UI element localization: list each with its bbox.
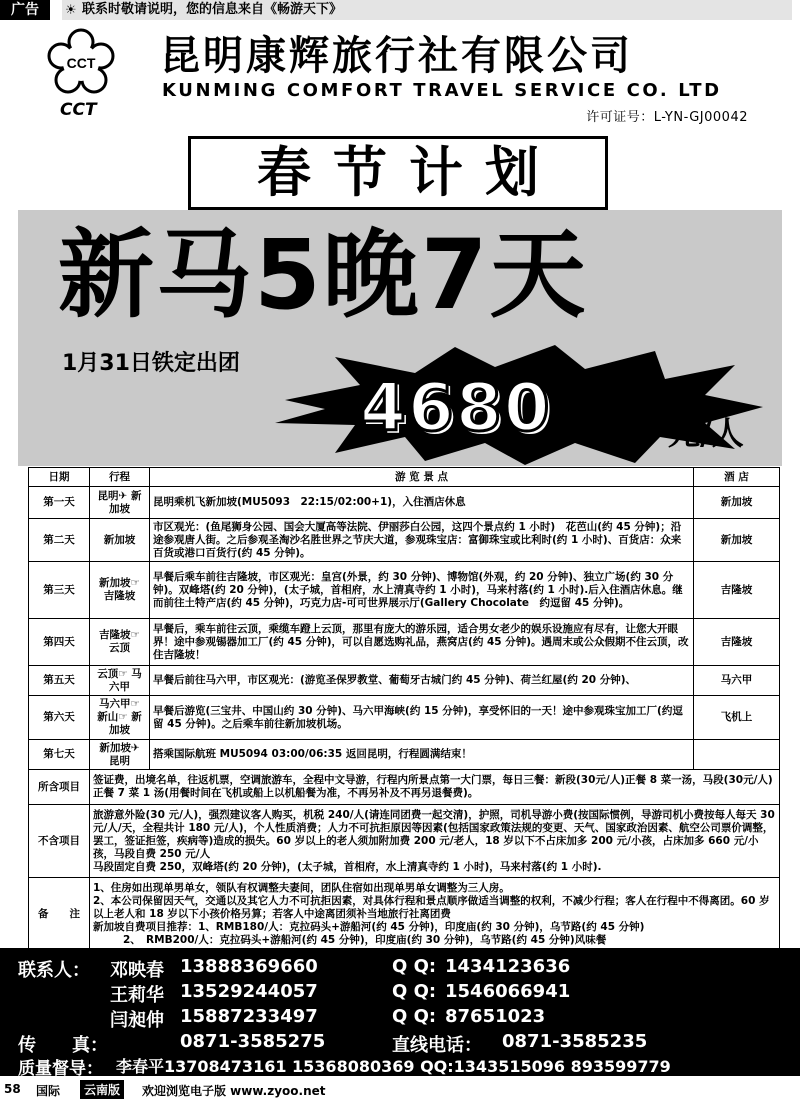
company-name-en: KUNMING COMFORT TRAVEL SERVICE CO. LTD [162, 80, 722, 101]
contact-name: 王莉华 [110, 985, 164, 1006]
departure-date: 1月31日铁定出团 [62, 351, 240, 376]
ad-note [62, 0, 792, 20]
website-link[interactable]: 欢迎浏览电子版 www.zyoo.net [142, 1084, 326, 1098]
table-row [29, 619, 780, 666]
day-route: 云顶☞ 马六甲 [90, 666, 150, 696]
header-hotel: 酒 店 [694, 468, 780, 487]
ad-note-text: 联系时敬请说明，您的信息来自《畅游天下》 [82, 2, 343, 17]
notes-row [29, 878, 780, 951]
day-desc: 搭乘国际航班 MU5094 03:00/06:35 返回昆明，行程圆满结束！ [150, 740, 694, 770]
page-number: 58 [4, 1082, 21, 1096]
table-row [29, 519, 780, 562]
promo-title: 春节计划 [188, 136, 608, 210]
ad-bar [0, 0, 800, 20]
logo-caption: CCT [60, 100, 97, 120]
day-desc: 市区观光：(鱼尾狮身公园、国会大厦高等法院、伊丽莎白公园，这四个景点约 1 小时) 花芭山(约 45 分钟)；沿途参观唐人街。之后参观圣淘沙名胜世界之节庆大道，参观珠宝店：富御珠宝或比利时(约 1 小时)、百货店：众来百货或港口百货行(约 45 分钟)。 [150, 519, 694, 562]
day-label: 第四天 [29, 619, 90, 666]
page-footer [0, 1078, 800, 1100]
sun-icon: ☀ [65, 3, 77, 18]
contact-qq-label: Q Q: [392, 1006, 437, 1027]
day-hotel: 新加坡 [694, 487, 780, 519]
company-name-cn: 昆明康辉旅行社有限公司 [160, 32, 633, 79]
note-item: 2、本公司保留因天气，交通以及其它人力不可抗拒因素，对具体行程和景点顺序做适当调整的权利，不减少行程；客人在行程中不得离团。60 岁以上老人和 18 岁以下小孩价格另算；若客人中途离团须补当地旅行社离团费 [93, 894, 770, 920]
contact-name: 邓映春 [110, 960, 164, 981]
contact-name: 闫昶伸 [110, 1010, 164, 1031]
header-route: 行程 [90, 468, 150, 487]
table-row [29, 562, 780, 619]
excluded-row [29, 805, 780, 878]
contact-qq: 87651023 [445, 1006, 546, 1027]
contact-label: 联系人： [18, 960, 90, 981]
day-hotel: 马六甲 [694, 666, 780, 696]
note-item: 2、 RMB200/人：克拉码头+游船河(约 45 分钟)，印度庙(约 30 分钟)，乌节路(约 45 分钟)风味餐 [123, 933, 607, 946]
day-hotel: 新加坡 [694, 519, 780, 562]
license-number: 许可证号：L-YN-GJ00042 [586, 110, 748, 125]
table-row [29, 666, 780, 696]
day-route: 新加坡☞ 吉隆坡 [90, 562, 150, 619]
table-header-row [29, 468, 780, 487]
price-value: 4680 [360, 369, 552, 446]
direct-number: 0871-3585235 [502, 1031, 648, 1052]
day-label: 第二天 [29, 519, 90, 562]
contact-phone: 13529244057 [180, 981, 318, 1002]
day-desc: 早餐后乘车前往吉隆坡，市区观光：皇宫(外景，约 30 分钟)、博物馆(外观，约 20 分钟)、独立广场(约 30 分钟)。双峰塔(约 20 分钟)，(太子城，首相府，水上清真寺约 1 小时)，马来村落(约 1 小时).后入住酒店休息。继而前往土特产店(约 45 分钟)，巧克力店-可可世界展示厅(Gallery Chocolate 约逗留 45 分钟)。 [150, 562, 694, 619]
ad-tag: 广告 [0, 0, 50, 20]
day-route: 新加坡 [90, 519, 150, 562]
notes-label: 备 注 [29, 878, 90, 951]
included-row [29, 770, 780, 805]
day-hotel: 飞机上 [694, 696, 780, 740]
contact-phone: 15887233497 [180, 1006, 318, 1027]
notes-text [90, 878, 780, 951]
section-label: 国际 [36, 1084, 61, 1098]
contacts-panel [0, 948, 800, 1079]
day-label: 第三天 [29, 562, 90, 619]
price-unit: 元/人 [668, 414, 744, 452]
included-text: 签证费，出境名单，往返机票，空调旅游车，全程中文导游，行程内所景点第一大门票，每日三餐：新段(30元/人)正餐 8 菜一汤，马段(30元/人)正餐 7 菜 1 汤(用餐时间在飞机或船上以机船餐为准，不再另补及不再另退餐费)。 [90, 770, 780, 805]
note-item: 新加坡自费项目推荐：1、RMB180/人：克拉码头+游船河(约 45 分钟)，印度庙(约 30 分钟)，乌节路(约 45 分钟) [93, 920, 645, 933]
day-desc: 昆明乘机飞新加坡(MU5093 22:15/02:00+1)，入住酒店休息 [150, 487, 694, 519]
contact-qq-label: Q Q: [392, 956, 437, 977]
fax-number: 0871-3585275 [180, 1031, 326, 1052]
excluded-label: 不含项目 [29, 805, 90, 878]
excluded-extra: 马段固定自费 250，双峰塔(约 20 分钟)，(太子城，首相府，水上清真寺约 1 小时)，马来村落(约 1 小时). [93, 860, 602, 873]
contact-qq-label: Q Q: [392, 981, 437, 1002]
day-hotel: 吉隆坡 [694, 562, 780, 619]
day-desc: 早餐后游览(三宝井、中国山约 30 分钟)、马六甲海峡(约 15 分钟)，享受怀旧的一天！途中参观珠宝加工厂(约逗留 45 分钟)。之后乘车前往新加坡机场。 [150, 696, 694, 740]
excluded-text [90, 805, 780, 878]
table-row [29, 696, 780, 740]
contact-qq: 1434123636 [445, 956, 571, 977]
supervisor-contact: 李春平13708473161 15368080369 QQ:1343515096 893599779 [116, 1057, 671, 1076]
table-row [29, 487, 780, 519]
day-route: 昆明✈ 新加坡 [90, 487, 150, 519]
contact-phone: 13888369660 [180, 956, 318, 977]
day-label: 第六天 [29, 696, 90, 740]
fax-label: 传 真： [18, 1035, 108, 1056]
day-label: 第七天 [29, 740, 90, 770]
day-label: 第五天 [29, 666, 90, 696]
supervisor-label: 质量督导： [18, 1059, 103, 1079]
day-hotel [694, 740, 780, 770]
day-desc: 早餐后，乘车前往云顶，乘缆车蹬上云顶，那里有庞大的游乐园，适合男女老少的娱乐设施应有尽有，让您大开眼界！途中参观锡器加工厂(约 45 分钟)，可以自愿选购礼品，燕窝店(约 45 分钟)。遇周末或公众假期不住云顶，改住吉隆坡！ [150, 619, 694, 666]
direct-label: 直线电话： [392, 1035, 482, 1056]
cct-flower-logo-icon [46, 28, 116, 98]
day-hotel: 吉隆坡 [694, 619, 780, 666]
promo-headline: 新马5晚7天 [58, 219, 588, 331]
header-sights: 游 览 景 点 [150, 468, 694, 487]
day-route: 新加坡✈ 昆明 [90, 740, 150, 770]
day-route: 吉隆坡☞ 云顶 [90, 619, 150, 666]
header-date: 日期 [29, 468, 90, 487]
company-header [0, 24, 800, 128]
note-item: 1、住房如出现单男单女，领队有权调整夫妻间，团队住宿如出现单男单女调整为三人房。 [93, 881, 510, 894]
itinerary-table [28, 467, 780, 951]
excluded-main: 旅游意外险(30 元/人)，强烈建议客人购买，机税 240/人(请连同团费一起交清)，护照，司机导游小费(按国际惯例，导游司机小费按每人每天 30 元/人/天，全程共计 180 元/人)，个人性质消费；人力不可抗拒原因等因素(包括国家政策法规的变更、天气、国家政治因素、航空公司票价调整，罢工，签证拒签，疾病等)造成的损失。60 岁以上的老人须加附加费 200 元/老人，18 岁以下不占床加多 200 元/小孩，占床加多 660 元/小孩，马段自费 250 元/人 [93, 808, 775, 860]
contact-qq: 1546066941 [445, 981, 571, 1002]
day-route: 马六甲☞ 新山☞ 新加坡 [90, 696, 150, 740]
region-badge: 云南版 [80, 1080, 124, 1099]
table-row [29, 740, 780, 770]
day-desc: 早餐后前往马六甲，市区观光：(游览圣保罗教堂、葡萄牙古城门约 45 分钟)、荷兰红屋(约 20 分钟)、 [150, 666, 694, 696]
logo-text: CCT [66, 55, 96, 71]
included-label: 所含项目 [29, 770, 90, 805]
day-label: 第一天 [29, 487, 90, 519]
